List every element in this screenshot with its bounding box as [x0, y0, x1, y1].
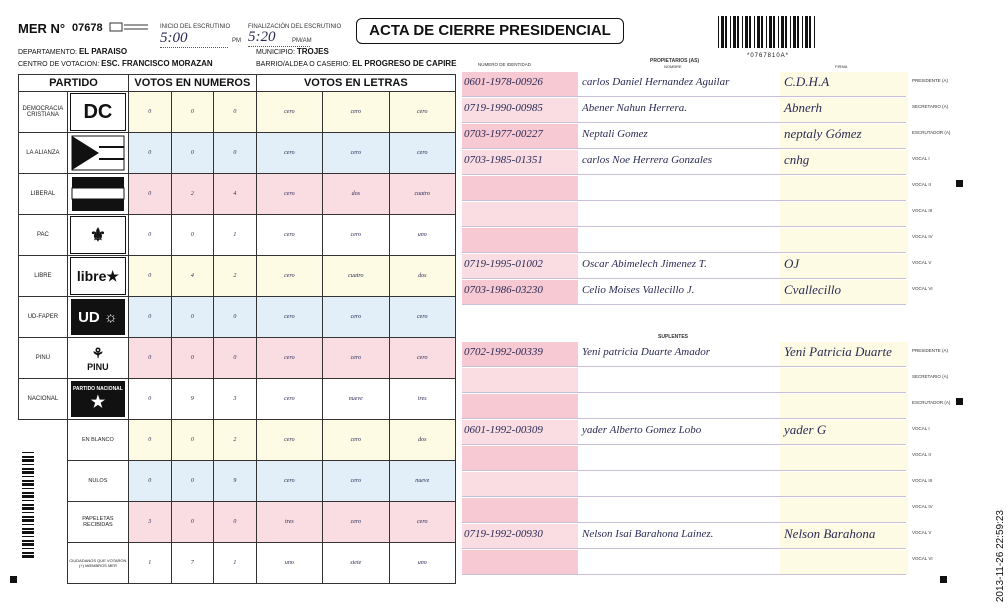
vote-digit[interactable]: 1: [214, 543, 257, 584]
row-divider: [462, 122, 906, 123]
party-logo: [67, 92, 128, 133]
party-name: NULOS: [67, 461, 128, 502]
barcode-text: *0767810A*: [746, 53, 790, 59]
party-name: PAPELETAS RECIBIDAS: [67, 502, 128, 543]
party-logo: [67, 215, 128, 256]
id-field-strip: [462, 368, 578, 392]
id-field-strip: [462, 202, 578, 226]
name-header: NOMBRE: [664, 64, 682, 69]
ud-logo-icon: UD ☼: [71, 299, 125, 335]
vote-word[interactable]: cero: [323, 215, 389, 256]
barcode-bar: [749, 16, 751, 48]
center-row: [18, 59, 213, 68]
vote-digit[interactable]: 0: [129, 338, 172, 379]
end-time: 5:20: [248, 29, 310, 47]
vote-word[interactable]: cero: [389, 502, 456, 543]
barcode-bar: [22, 495, 34, 498]
vote-word[interactable]: dos: [389, 420, 456, 461]
barcode-bar: [797, 16, 799, 48]
vote-word[interactable]: cero: [323, 420, 389, 461]
barcode-bar: [22, 492, 34, 494]
votes-table: [18, 74, 456, 584]
member-name[interactable]: Celio Moises Vallecillo J.: [582, 284, 695, 296]
role-label: VOCAL III: [912, 208, 933, 213]
vote-digit[interactable]: 9: [214, 461, 257, 502]
pinu-logo-icon: ⚘ PINU: [87, 344, 109, 372]
party-logo: [67, 297, 128, 338]
municipality-value: TROJES: [296, 47, 329, 56]
barcode-bar: [802, 16, 803, 48]
registration-mark: [956, 180, 963, 187]
role-label: VOCAL II: [912, 182, 931, 187]
row-divider: [462, 574, 906, 575]
vote-word[interactable]: cero: [389, 297, 456, 338]
member-id[interactable]: 0601-1978-00926: [464, 76, 543, 88]
vote-digit[interactable]: 0: [171, 461, 214, 502]
barcode-bar: [733, 16, 736, 48]
vote-word[interactable]: uno: [389, 543, 456, 584]
vote-digit[interactable]: 2: [214, 256, 257, 297]
vote-digit[interactable]: 4: [214, 174, 257, 215]
id-field-strip: [462, 228, 578, 252]
barcode-bar: [22, 504, 34, 506]
barcode-bar: [757, 16, 760, 48]
barcode-bar: [790, 16, 791, 48]
party-row: [19, 174, 456, 215]
vote-word[interactable]: cero: [323, 133, 389, 174]
vote-word[interactable]: tres: [256, 502, 322, 543]
vote-word[interactable]: cero: [256, 338, 322, 379]
vote-word[interactable]: cero: [256, 379, 322, 420]
center-value: ESC. FRANCISCO MORAZAN: [101, 59, 213, 68]
vote-word[interactable]: dos: [323, 174, 389, 215]
libre-logo-icon: libre★: [70, 257, 126, 295]
mer-number: 07678: [72, 22, 103, 34]
department-label: DEPARTAMENTO:: [18, 49, 77, 56]
member-name[interactable]: Nelson Isai Barahona Lainez.: [582, 528, 714, 540]
vote-word[interactable]: cero: [323, 338, 389, 379]
vote-word[interactable]: cero: [256, 420, 322, 461]
center-label: CENTRO DE VOTACION:: [18, 61, 100, 68]
vote-digit[interactable]: 0: [171, 215, 214, 256]
barcode-bar: [22, 468, 34, 470]
party-row: [19, 256, 456, 297]
barcode-bar: [793, 16, 796, 48]
barcode-bar: [22, 483, 34, 486]
barcode-bar: [22, 519, 34, 522]
municipality-label: MUNICIPIO:: [256, 49, 295, 56]
barcode-bar: [22, 552, 34, 554]
signature-field[interactable]: [780, 228, 908, 252]
role-label: VOCAL I: [912, 426, 930, 431]
role-label: VOCAL V: [912, 530, 932, 535]
barcode-bar: [22, 476, 34, 477]
row-divider: [462, 200, 906, 201]
member-id[interactable]: 0719-1995-01002: [464, 258, 543, 270]
vote-word[interactable]: uno: [256, 543, 322, 584]
barcode-bar: [742, 16, 743, 48]
mer-label: MER N°: [18, 21, 66, 36]
row-divider: [462, 366, 906, 367]
scan-timestamp: 2013-11-26 22:59:23: [995, 509, 1006, 602]
barcode-bar: [745, 16, 748, 48]
role-label: VOCAL II: [912, 452, 931, 457]
member-id[interactable]: 0719-1992-00930: [464, 528, 543, 540]
barcode-bar: [22, 488, 34, 489]
start-time: 5:00: [160, 30, 228, 48]
party-row: [19, 133, 456, 174]
vote-word[interactable]: cero: [256, 297, 322, 338]
signature-field[interactable]: [780, 368, 908, 392]
member-name[interactable]: Abener Nahun Herrera.: [582, 102, 687, 114]
member-signature[interactable]: Cvallecillo: [784, 282, 842, 297]
vote-word[interactable]: cero: [256, 461, 322, 502]
barcode-bar: [721, 16, 724, 48]
barcode-bar: [805, 16, 808, 48]
signature-field[interactable]: [780, 472, 908, 496]
vote-digit[interactable]: 2: [171, 174, 214, 215]
barcode-bar: [766, 16, 767, 48]
role-label: PRESIDENTE (A): [912, 78, 949, 83]
barcode-bar: [22, 500, 34, 501]
role-label: VOCAL I: [912, 156, 930, 161]
barcode-bar: [769, 16, 772, 48]
id-field-strip: [462, 550, 578, 574]
row-divider: [462, 96, 906, 97]
barcode-bar: [22, 548, 34, 549]
side-barcode: [22, 452, 40, 560]
member-id[interactable]: 0601-1992-00309: [464, 424, 543, 436]
role-label: VOCAL III: [912, 478, 933, 483]
totals-row: [19, 543, 456, 584]
department-value: EL PARAISO: [78, 47, 128, 56]
role-label: SECRETARIO (A): [912, 104, 949, 109]
barcode-bar: [22, 536, 34, 537]
role-label: ESCRUTADOR (A): [912, 400, 951, 405]
party-logo: [67, 256, 128, 297]
vote-digit[interactable]: 0: [129, 379, 172, 420]
barcode-bar: [22, 543, 34, 546]
member-name[interactable]: Yeni patricia Duarte Amador: [582, 346, 711, 358]
id-field-strip: [462, 394, 578, 418]
signature-field[interactable]: [780, 254, 908, 278]
vote-digit[interactable]: 0: [129, 256, 172, 297]
member-signature[interactable]: Nelson Barahona: [784, 526, 876, 541]
barcode-bar: [773, 16, 775, 48]
side-barcode-icon: [22, 452, 40, 560]
barcode-bar: [754, 16, 755, 48]
registration-mark: [10, 576, 17, 583]
row-divider: [462, 304, 906, 305]
member-name[interactable]: Neptali Gomez: [582, 128, 648, 140]
barcode-bar: [725, 16, 727, 48]
vote-word[interactable]: cuatro: [323, 256, 389, 297]
barcode-bar: [737, 16, 739, 48]
member-id[interactable]: 0719-1990-00985: [464, 102, 543, 114]
party-name: PINU: [19, 338, 68, 379]
vote-digit[interactable]: 0: [129, 215, 172, 256]
row-divider: [462, 392, 906, 393]
owners-header: PROPIETARIOS (AS): [650, 58, 700, 64]
role-label: SECRETARIO (A): [912, 374, 949, 379]
party-name: LIBRE: [19, 256, 68, 297]
barcode-bar: [22, 459, 34, 462]
id-header: NUMERO DE IDENTIDAD: [478, 62, 532, 67]
member-id[interactable]: 0703-1986-03230: [464, 284, 543, 296]
municipality-row: [256, 47, 329, 56]
village-value: EL PROGRESO DE CAPIRE: [352, 59, 457, 68]
role-label: VOCAL V: [912, 260, 932, 265]
document-title: ACTA DE CIERRE PRESIDENCIAL: [356, 18, 624, 44]
department-row: [18, 47, 127, 56]
vote-digit[interactable]: 0: [129, 92, 172, 133]
id-field-strip: [462, 446, 578, 470]
vote-word[interactable]: cero: [389, 133, 456, 174]
row-divider: [462, 444, 906, 445]
role-label: ESCRUTADOR (A): [912, 130, 951, 135]
col-partido: PARTIDO: [19, 75, 129, 92]
role-label: VOCAL IV: [912, 234, 933, 239]
vote-digit[interactable]: 7: [171, 543, 214, 584]
vote-word[interactable]: cero: [256, 174, 322, 215]
col-letras: VOTOS EN LETRAS: [256, 75, 455, 92]
vote-digit[interactable]: 1: [129, 543, 172, 584]
member-name[interactable]: carlos Daniel Hernandez Aguilar: [582, 76, 730, 88]
vote-digit[interactable]: 0: [171, 420, 214, 461]
barcode-bar: [22, 512, 34, 513]
signature-field[interactable]: [780, 176, 908, 200]
vote-digit[interactable]: 0: [171, 502, 214, 543]
start-label: INICIO DEL ESCRUTINIO: [160, 24, 231, 30]
member-signature[interactable]: neptaly Gómez: [784, 126, 862, 141]
vote-digit[interactable]: 3: [214, 379, 257, 420]
village-label: BARRIO/ALDEA O CASERIO:: [256, 61, 351, 68]
row-divider: [462, 278, 906, 279]
barcode: [718, 16, 818, 59]
registration-mark: [940, 576, 947, 583]
row-divider: [462, 174, 906, 175]
totals-row: [19, 461, 456, 502]
member-signature[interactable]: yader G: [784, 422, 827, 437]
party-row: [19, 92, 456, 133]
end-label: FINALIZACIÓN DEL ESCRUTINIO: [248, 24, 342, 30]
party-logo: [67, 338, 128, 379]
barcode-bar: [22, 464, 34, 465]
barcode-bar: [730, 16, 731, 48]
member-signature[interactable]: OJ: [784, 256, 800, 271]
party-name: DEMOCRACIA CRISTIANA: [19, 92, 68, 133]
vote-word[interactable]: nueve: [389, 461, 456, 502]
vote-word[interactable]: tres: [389, 379, 456, 420]
vote-word[interactable]: siete: [323, 543, 389, 584]
vote-digit[interactable]: 0: [171, 338, 214, 379]
barcode-bar: [22, 480, 34, 482]
vote-word[interactable]: cero: [389, 338, 456, 379]
end-ampm: PM/AM: [292, 38, 312, 44]
row-divider: [462, 418, 906, 419]
barcode-bar: [22, 516, 34, 518]
vote-digit[interactable]: 0: [214, 92, 257, 133]
barcode-bar: [778, 16, 779, 48]
member-signature[interactable]: Abnerh: [784, 100, 823, 115]
member-id[interactable]: 0702-1992-00339: [464, 346, 543, 358]
liberal-flag-icon: [71, 176, 125, 212]
member-signature[interactable]: cnhg: [784, 152, 810, 167]
barcode-bar: [22, 528, 34, 530]
row-divider: [462, 470, 906, 471]
id-field-strip: [462, 176, 578, 200]
member-signature[interactable]: C.D.H.A: [784, 74, 830, 89]
vote-word[interactable]: nueve: [323, 379, 389, 420]
vote-digit[interactable]: 0: [214, 338, 257, 379]
signature-field[interactable]: [780, 202, 908, 226]
vote-word[interactable]: cuatro: [389, 174, 456, 215]
totals-row: [19, 420, 456, 461]
vote-word[interactable]: cero: [323, 502, 389, 543]
vote-digit[interactable]: 9: [171, 379, 214, 420]
vote-word[interactable]: uno: [389, 215, 456, 256]
cne-logo: [108, 20, 150, 34]
id-field-strip: [462, 498, 578, 522]
cne-logo-icon: [108, 20, 150, 34]
member-name[interactable]: yader Alberto Gomez Lobo: [582, 424, 702, 436]
vote-digit[interactable]: 2: [214, 420, 257, 461]
alianza-flag-icon: [71, 135, 125, 171]
role-label: VOCAL VI: [912, 286, 933, 291]
barcode-bar: [809, 16, 811, 48]
village-row: [256, 59, 456, 68]
start-ampm: PM: [232, 38, 241, 44]
vote-digit[interactable]: 0: [214, 297, 257, 338]
row-divider: [462, 548, 906, 549]
barcode-bar: [22, 531, 34, 534]
vote-digit[interactable]: 3: [129, 502, 172, 543]
barcode-bar: [22, 471, 34, 474]
signature-field[interactable]: [780, 446, 908, 470]
substitutes-header: SUPLENTES: [658, 334, 689, 340]
vote-digit[interactable]: 0: [214, 502, 257, 543]
member-name[interactable]: carlos Noe Herrera Gonzales: [582, 154, 713, 166]
signature-field[interactable]: [780, 394, 908, 418]
party-name: EN BLANCO: [67, 420, 128, 461]
party-name: PAC: [19, 215, 68, 256]
barcode-bar: [22, 507, 34, 510]
role-label: VOCAL VI: [912, 556, 933, 561]
vote-digit[interactable]: 0: [171, 297, 214, 338]
dc-logo-icon: DC: [70, 93, 126, 131]
role-label: PRESIDENTE (A): [912, 348, 949, 353]
signature-field[interactable]: [780, 498, 908, 522]
barcode-icon: [718, 16, 818, 48]
row-divider: [462, 496, 906, 497]
party-logo: [67, 174, 128, 215]
party-name: LA ALIANZA: [19, 133, 68, 174]
barcode-bar: [22, 540, 34, 542]
barcode-bar: [22, 524, 34, 525]
member-signature[interactable]: Yeni Patricia Duarte: [784, 344, 892, 359]
barcode-bar: [785, 16, 787, 48]
barcode-bar: [781, 16, 784, 48]
barcode-bar: [718, 16, 719, 48]
vote-word[interactable]: cero: [256, 256, 322, 297]
party-row: [19, 379, 456, 420]
nacional-logo-icon: PARTIDO NACIONAL ★: [71, 381, 125, 417]
party-name: NACIONAL: [19, 379, 68, 420]
row-divider: [462, 522, 906, 523]
party-row: [19, 338, 456, 379]
party-row: [19, 297, 456, 338]
vote-word[interactable]: cero: [256, 92, 322, 133]
sign-header: FIRMA: [835, 64, 848, 69]
barcode-bar: [22, 452, 34, 453]
row-divider: [462, 226, 906, 227]
vote-word[interactable]: cero: [256, 133, 322, 174]
col-numeros: VOTOS EN NUMEROS: [129, 75, 257, 92]
vote-digit[interactable]: 0: [129, 174, 172, 215]
vote-word[interactable]: cero: [323, 461, 389, 502]
party-name: LIBERAL: [19, 174, 68, 215]
party-row: [19, 215, 456, 256]
registration-mark: [956, 398, 963, 405]
id-field-strip: [462, 472, 578, 496]
vote-digit[interactable]: 0: [171, 92, 214, 133]
pac-logo-icon: ⚜: [70, 216, 126, 254]
party-name: UD-FAPER: [19, 297, 68, 338]
vote-word[interactable]: dos: [389, 256, 456, 297]
party-name: CIUDADANOS QUE VOTARON (+) MIEMBROS MER: [67, 543, 128, 584]
row-divider: [462, 252, 906, 253]
vote-word[interactable]: cero: [323, 92, 389, 133]
barcode-bar: [814, 16, 815, 48]
vote-word[interactable]: cero: [256, 215, 322, 256]
vote-digit[interactable]: 4: [171, 256, 214, 297]
vote-digit[interactable]: 0: [129, 297, 172, 338]
barcode-bar: [22, 456, 34, 458]
totals-row: [19, 502, 456, 543]
vote-digit[interactable]: 0: [214, 133, 257, 174]
barcode-bar: [22, 555, 34, 558]
vote-digit[interactable]: 0: [129, 420, 172, 461]
party-logo: [67, 133, 128, 174]
signature-field[interactable]: [780, 550, 908, 574]
vote-digit[interactable]: 0: [129, 133, 172, 174]
vote-digit[interactable]: 0: [129, 461, 172, 502]
vote-digit[interactable]: 1: [214, 215, 257, 256]
row-divider: [462, 148, 906, 149]
member-name[interactable]: Oscar Abimelech Jimenez T.: [582, 258, 707, 270]
party-logo: [67, 379, 128, 420]
role-label: VOCAL IV: [912, 504, 933, 509]
member-id[interactable]: 0703-1977-00227: [464, 128, 543, 140]
vote-word[interactable]: cero: [389, 92, 456, 133]
barcode-bar: [761, 16, 763, 48]
vote-word[interactable]: cero: [323, 297, 389, 338]
vote-digit[interactable]: 0: [171, 133, 214, 174]
member-id[interactable]: 0703-1985-01351: [464, 154, 543, 166]
